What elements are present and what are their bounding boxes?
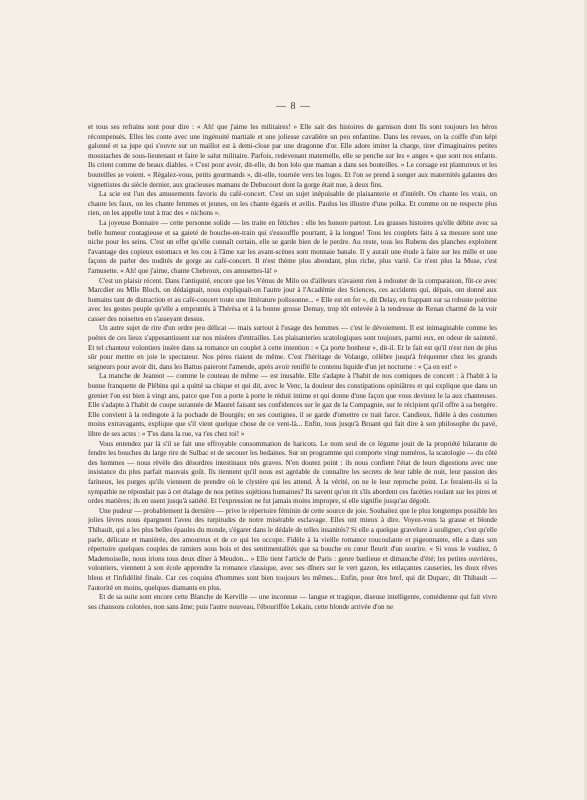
paragraph: La manche de Jeannot — comme le couteau de même — est inusable. Elle s'adapte à l'habit de nos comiques de concert : à l'habit à la bonne franquette de Plébins qui a quitté sa chique et qui dit, avec le Venc, la douleur des constipations opiniâtres et qui explique que dans un grenier l'on est bien à vingt ans, parce que l'on a porte à porte le réduit intime et qui donne d'une façon que vous devinez le la aux chanteuses. Elle s'adapte à l'habit de coupe surannée de Maurel faisant ses confidences sur le gaz de la Compagnie, sur le récipient qu'il offre à sa bergère. Elle convient à la redingote à la pochade de Bourgès; en ses coutignes, il se garde d'omettre ce trait farce. Candieux, fidèle à des costumes moins extravagants, explique que s'il vient quelque chose de ce vent-là... Enfin, tous jusqu'à Bruant qui fait dire à son philosophe du pavé, libre de ses actes : « T'es dans la rue, va t'es chez toi! » (88, 372, 497, 438)
paragraph: Vous entendez par là s'il se fait une effroyable consommation de haricots. Le nom seul de ce légume jouit de la propriété hilarante de fendre les bouches du large rire de Sulbac et de secouer les bedaines. Sur un programme qui comporte vingt numéros, la scatologie — du côté des hommes — nous révèle des désordres intestinaux très graves. N'en doutez point : ils nous confient l'état de leurs digestions avec une insistance du plus parfait mauvais goût. Ils tiennent qu'il nous est agréable de connaître les secrets de leur table de nuit, leur passion des farineux, les purges qu'ils viennent de prendre où le clystère qui les attend. À la vérité, on ne le leur reproche point. Le feraient-ils si la sympathie ne répondait pas à cet étalage de nos petites sujétions humaines? Ils savent qu'on rit s'ils abordent ces facéties roulant sur les pires et ordes matières; ils en usent jusqu'à satiété. Et l'expression ne fut jamais moins impropre, si elle signifie jusqu'au dégoût. (88, 439, 497, 506)
article-body (88, 123, 497, 612)
paragraph: La joyeuse Bonnaire — cette personne solide — les traite en fétiches : elle les honore partout. Les grasses histoires qu'elle débite avec sa belle humeur coutagieuse et sa gaieté de bouche-en-train qui s'essouffle pourtant, à la longue! Tous les couplets faits à sa mesure sont une niche pour les seins. C'est un effet qu'elle connaît certain, elle se garde bien de le perdre. Au reste, tous les Rubens des planches exploitent l'avantage des copieux estomacs et les cou à l'âme xar les avant-scènes sont monnaie banale. Il y aurait une étude à faire sur les mille et une façons de parler des nudités de gorge au café-concert. Il n'est thème plus abondant, plus riche, plus varié. Ce n'est plus la Muse, c'est l'amusette. « Ah! que j'aime, chante Chebroux, ces amusettes-là! » (88, 218, 497, 275)
paragraph: La scie est l'un des amusements favoris du café-concert. C'est un sujet inépuisable de plaisanterie et d'intérêt. On chante les vrais, on chante les faux, on les chante femmes et jeunes, on les chante égarés et avilis. Paulus les illustre d'une polka. Et comme on ne respecte plus rien, on les appelle tout à trac des « nichons ». (88, 190, 497, 218)
paragraph: Un autre sujet de rire d'un ordre peu délicat — mais surtout à l'usage des hommes — c'est le dévoiement. Il est inimaginable comme les poètes de ces lieux s'appesantissent sur nos misères d'entrailles. Les plaisanteries scatologiques sont toujours, parmi eux, en odeur de sainteté. Et tel chanteur volontiers insère dans sa romance un couplet à cette intention : « Ça porte bonheur », dit-il. Et le fait est qu'il n'est rien de plus sûr pour mettre en joie le spectateur. Nos pères riaient de même. C'est l'héritage de Volange, célèbre jusqu'à fréquenter chez les grands seigneurs pour avoir dit, dans les Battus paieront l'amende, après avoir reniflé le contenu liquide d'un jet nocturne : « Ça en est! » (88, 324, 497, 371)
paragraph: Et de sa suite sont encore cette Blanche de Kerville — une inconnue — langue et tragique, diseuse intelligente, comédienne qui fait vivre ses chansons colorées, non sans âme; puis l'autre nouveau, l'ébouriffée Lekain, cette blonde arrivée d'on ne (88, 593, 497, 611)
paragraph: et tous ses refrains sont pour dire : « Ah! que j'aime les militaires! » Elle sait des histoires de garnison dont Ils sont toujours les héros récompensés. Elles les conte avec une ingénuité martiale et une joliesse cavalière un peu enfantine. Dans les revues, on la coiffe d'un képi galonné et sa jupe qui s'ouvre sur un maillot est à demi-close par une dragonne d'or. Elle adore imiter la charge, tirer d'imaginaires petites moustaches de sous-lieutenant et faire le salut militaire. Parfois, redevenant maternelle, elle se penche sur les « anges » que sont nos enfants. Ils crient comme de beaux diables. « C'est pour avoir, dit-elle, du bon lolo que maman a dans ses bouteilles. » Le corsage est plantureux et les bouteilles se voient. « Régalez-vous, petits gourmands », dit-elle, tournée vers les loges. Et l'on se prend à songer aux maternités galantes des vignettistes du siècle dernier, aux gracieuses mamans de Debucourt dont la gorge était nue, à deux fins. (88, 123, 497, 189)
paragraph: C'est un plaisir récent. Dans l'antiquité, encore que les Vénus de Milo ou d'ailleurs n'avaient rien à redouter de la comparaison, fût-ce avec Marcdier ou Mlle Bloch, on dédaignait, nous expliquait-on l'autre jour à l'Académie des Sciences, ces accidents qui, dépais, ont donné aux humains tant de distraction et au café-concert toute une littérature polissonne... « Elle est en fer », dit Delay, en frappant sur sa robuste poitrine avec les gestes peuple qu'elle a empruntés à Thérésa et à la bonne grosse Demay, trop tôt enlevée à la tendresse de Renan charmé de la voir casser des noisettes en s'asseyant dessus. (88, 276, 497, 323)
paragraph: Une pudeur — probablement la dernière — prive le répertoire féminin de cette source de joie. Souhaitez que le plus longtemps possible les jolies lèvres nous épargnent l'aveu des turpitudes de notre misérable esclavage. Elles ont mieux à dire. Voyez-vous la grasse et blonde Thibault, qui a les plus belles épaules du monde, s'égarer dans le dédale de telles insanités? Si elle a quelque gravelure à souligner, c'est qu'elle parle, délicate et maniérée, des amoureux et de ce qui les occupe. Fidèle à la vieille romance roucoulante et pigeonnante, elle a dans son répertoire quelques couples de ramiers sous bois et des sentimentalités que sa bouche en cœur fleurit d'un sourire. « Si vous le vouliez, ô Mademoiselle, nous irions tous deux dîner à Meudon... » Elle tient l'article de Paris : genre banlieue et dimanche d'été; les petites ouvrières, volontiers, viennent à son école apprendre la romance classique, avec ses dîners sur le vert gazon, les enlaçantes causeries, les doux rêves bleus et l'infidélité finale. Car ces coquins d'hommes sont bien toujours les mêmes... Enfin, pour être bref, qui dit Duparc, dit Thibault — l'autorité en moins, quelques diamants en plus. (88, 506, 497, 592)
page-number: — 8 — (276, 101, 311, 112)
